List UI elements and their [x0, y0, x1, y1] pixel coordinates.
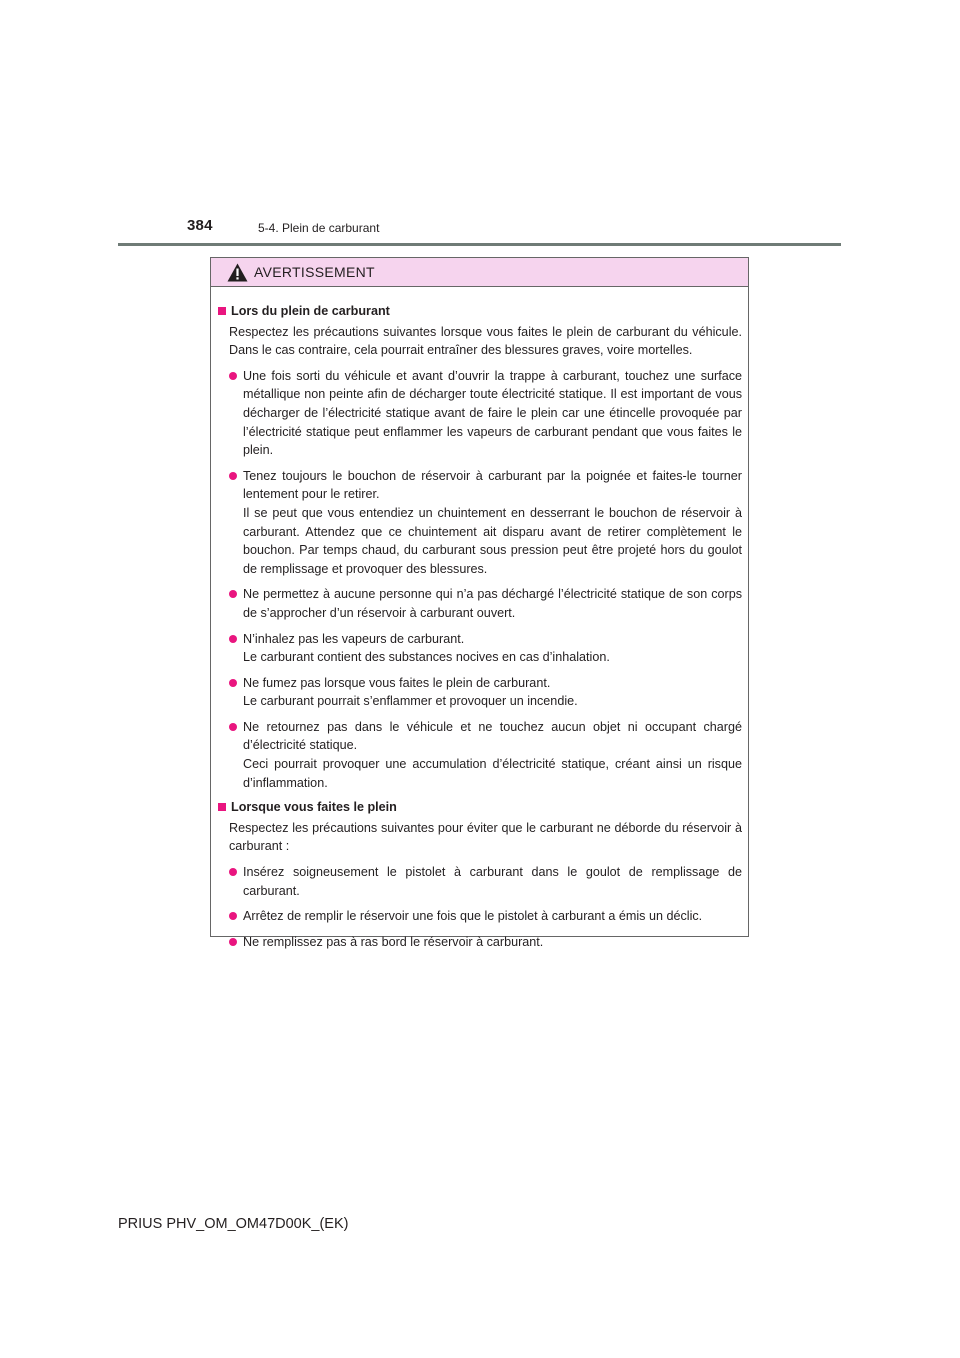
bullet-text — [243, 907, 742, 926]
bullet-text — [243, 367, 742, 460]
bullet-paragraph: Arrêtez de remplir le réservoir une fois que le pistolet à carburant a émis un déclic. — [243, 909, 703, 924]
square-bullet-icon — [218, 803, 226, 811]
bullet-item — [229, 367, 742, 460]
bullet-text — [243, 585, 742, 622]
header-divider — [118, 243, 841, 246]
bullet-item — [229, 933, 742, 952]
warning-box — [210, 257, 749, 949]
warning-triangle-icon — [227, 263, 248, 282]
round-bullet-icon — [229, 472, 237, 480]
section-intro: Respectez les précautions suivantes pour éviter que le carburant ne déborde du réservoir à carburant : — [229, 820, 742, 854]
bullet-text — [243, 863, 742, 900]
section-heading-text: Lors du plein de carburant — [231, 304, 390, 318]
round-bullet-icon — [229, 938, 237, 946]
bullet-item — [229, 630, 742, 667]
bullet-text — [243, 718, 742, 792]
bullet-paragraph: Tenez toujours le bouchon de réservoir à carburant par la poignée et faites-le tourner lentement pour le retirer. — [243, 468, 742, 502]
warning-header — [211, 258, 748, 287]
round-bullet-icon — [229, 635, 237, 643]
bullet-paragraph: Le carburant pourrait s’enflammer et provoquer un incendie. — [243, 694, 578, 709]
warning-body — [211, 287, 748, 951]
round-bullet-icon — [229, 868, 237, 876]
warning-section — [216, 302, 742, 792]
section-heading — [216, 798, 742, 817]
warning-section — [216, 798, 742, 951]
round-bullet-icon — [229, 590, 237, 598]
bullet-text — [243, 630, 742, 667]
round-bullet-icon — [229, 723, 237, 731]
bullet-text — [243, 467, 742, 579]
document-code: PRIUS PHV_OM_OM47D00K_(EK) — [118, 1216, 349, 1232]
square-bullet-icon — [218, 307, 226, 315]
bullet-paragraph: N’inhalez pas les vapeurs de carburant. — [243, 631, 465, 646]
bullet-item — [229, 907, 742, 926]
bullet-item — [229, 674, 742, 711]
bullet-paragraph: Ne remplissez pas à ras bord le réservoir à carburant. — [243, 934, 544, 949]
bullet-paragraph: Ceci pourrait provoquer une accumulation d’électricité statique, créant ainsi un risque d’inflammation. — [243, 757, 742, 790]
bullet-paragraph: Une fois sorti du véhicule et avant d’ouvrir la trappe à carburant, touchez une surface métallique non peinte afin de décharger toute électricité statique. Il est important de vous décharger de l’électricité statique avant de faire le plein car une étincelle provoquée par l’électricité statique peut enflammer les vapeurs de carburant pendant que vous faites le plein. — [243, 368, 742, 458]
page-number: 384 — [187, 217, 213, 234]
bullet-paragraph: Ne retournez pas dans le véhicule et ne touchez aucun objet ni occupant chargé d’électricité statique. — [243, 719, 742, 753]
bullet-item — [229, 863, 742, 900]
section-heading — [216, 302, 742, 321]
bullet-paragraph: Il se peut que vous entendiez un chuintement en desserrant le bouchon de réservoir à carburant. Attendez que ce chuintement ait disparu avant de retirer complètement le bouchon. Par temps chaud, du carburant sous pression peut être projeté hors du goulot de remplissage et provoquer des blessures. — [243, 505, 742, 576]
section-intro: Respectez les précautions suivantes lorsque vous faites le plein de carburant du véhicule. Dans le cas contraire, cela pourrait entraîner des blessures graves, voire mortelles. — [229, 324, 742, 358]
bullet-paragraph: Ne permettez à aucune personne qui n’a pas déchargé l’électricité statique de son corps de s’approcher d’un réservoir à carburant ouvert. — [243, 587, 742, 620]
bullet-paragraph: Ne fumez pas lorsque vous faites le plein de carburant. — [243, 675, 551, 690]
bullet-paragraph: Le carburant contient des substances nocives en cas d’inhalation. — [243, 650, 610, 665]
bullet-item — [229, 718, 742, 792]
warning-title: AVERTISSEMENT — [254, 264, 375, 280]
bullet-item — [229, 467, 742, 579]
round-bullet-icon — [229, 372, 237, 380]
section-heading-text: Lorsque vous faites le plein — [231, 800, 397, 815]
bullet-paragraph: Insérez soigneusement le pistolet à carburant dans le goulot de remplissage de carburant. — [243, 865, 742, 898]
bullet-text — [243, 933, 742, 952]
bullet-text — [243, 674, 742, 711]
round-bullet-icon — [229, 912, 237, 920]
bullet-item — [229, 585, 742, 622]
round-bullet-icon — [229, 679, 237, 687]
section-title: 5-4. Plein de carburant — [258, 221, 380, 235]
